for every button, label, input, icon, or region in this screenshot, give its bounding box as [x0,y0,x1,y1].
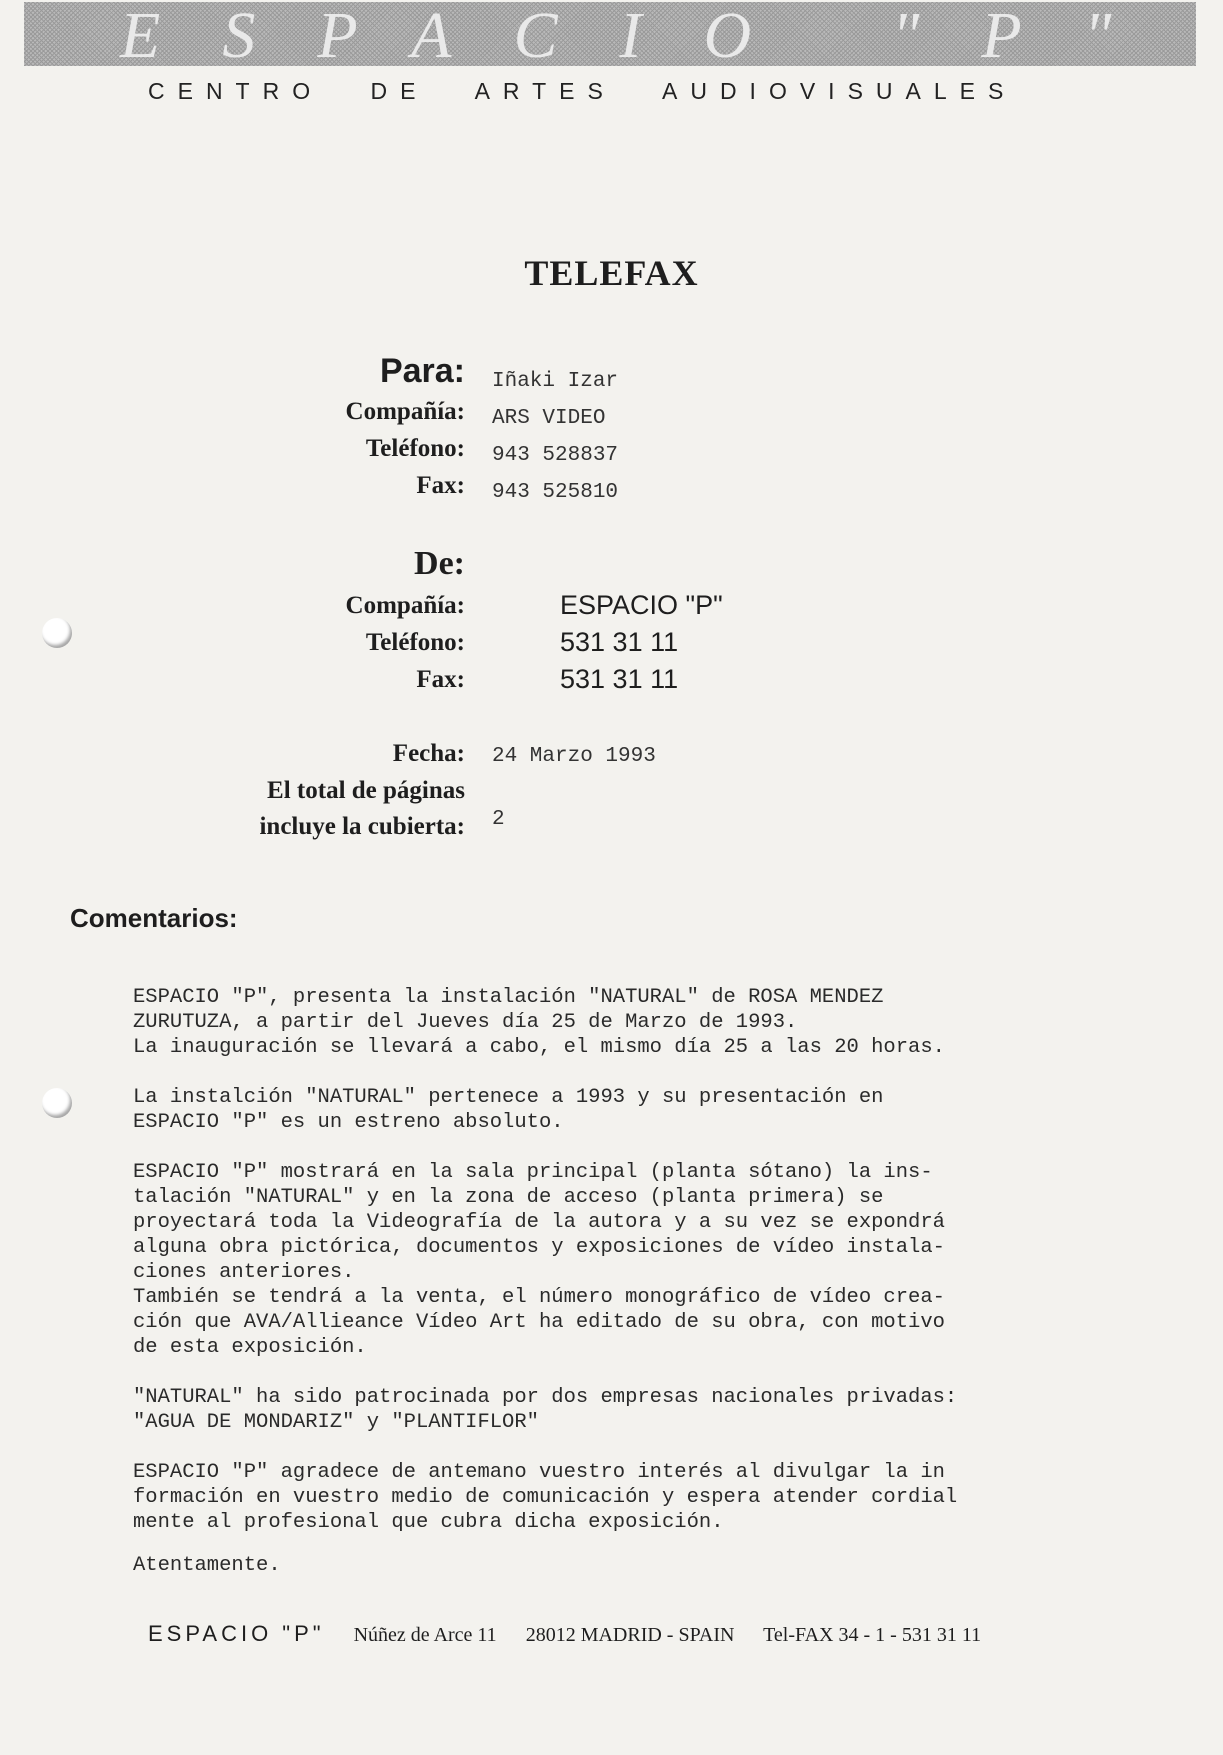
para-heading: Para: [379,352,465,390]
footer-city: 28012 MADRID - SPAIN [525,1624,735,1646]
footer-address: Núñez de Arce 11 [353,1624,497,1646]
comments-label: Comentarios: [70,903,238,933]
header-subtitle [148,78,1044,105]
comment-paragraph: "NATURAL" ha sido patrocinada por dos empresas nacionales privadas: "AGUA DE MONDARIZ" y "PLANTIFLOR" [133,1386,958,1434]
fecha-label: Fecha: [392,740,465,767]
subtitle-word: ARTES [474,78,616,104]
para-name: Iñaki Izar [492,370,619,393]
de-fax-label: Fax: [416,666,465,693]
subtitle-word: DE [370,78,429,104]
para-phone: 943 528837 [492,444,619,467]
punch-hole [42,618,72,648]
comment-paragraph: ESPACIO "P" agradece de antemano vuestro interés al divulgar la in formación en vuestro medio de comunicación y espera atender cordial mente al profesional que cubra dicha exposición. [133,1461,958,1534]
footer-brand: ESPACIO "P" [148,1621,325,1646]
footer [148,1621,1005,1647]
header-banner [24,2,1196,66]
pages-label-line2: incluye la cubierta: [259,813,465,840]
fecha-value: 24 Marzo 1993 [492,745,656,768]
para-fax-label: Fax: [416,472,465,499]
subtitle-word: AUDIOVISUALES [662,78,1017,104]
de-heading: De: [414,545,465,582]
pages-label-line1: El total de páginas [267,777,465,804]
para-phone-label: Teléfono: [365,435,465,462]
pages-value: 2 [492,808,505,831]
comment-paragraph: La instalción "NATURAL" pertenece a 1993 y su presentación en ESPACIO "P" es un estreno absoluto. [133,1086,884,1134]
punch-hole [42,1088,72,1118]
de-company: ESPACIO "P" [560,590,723,620]
document-title: TELEFAX [524,253,699,293]
banner-title: ESPACIO "P" [120,2,1174,66]
para-company-label: Compañía: [345,398,465,425]
footer-telfax: Tel-FAX 34 - 1 - 531 31 11 [763,1624,982,1646]
para-company: ARS VIDEO [492,407,606,430]
de-company-label: Compañía: [345,592,465,619]
subtitle-word: CENTRO [148,78,324,104]
comment-paragraph: ESPACIO "P", presenta la instalación "NATURAL" de ROSA MENDEZ ZURUTUZA, a partir del Jueves día 25 de Marzo de 1993. La inauguración se llevará a cabo, el mismo día 25 a las 20 horas. [133,986,945,1059]
de-fax: 531 31 11 [560,664,679,694]
de-phone: 531 31 11 [560,627,679,657]
closing-line: Atentamente. [133,1554,281,1577]
comment-paragraph: ESPACIO "P" mostrará en la sala principal (planta sótano) la ins- talación "NATURAL" y en la zona de acceso (planta primera) se proyectará toda la Videografía de la autora y a su vez se expondrá alguna obra pictórica, documentos y exposiciones de vídeo instala- ciones anteriores. También se tendrá a la venta, el número monográfico de vídeo crea- ción que AVA/Allieance Vídeo Art ha editado de su obra, con motivo de esta exposición. [133,1161,945,1359]
para-fax: 943 525810 [492,481,619,504]
de-phone-label: Teléfono: [365,629,465,656]
